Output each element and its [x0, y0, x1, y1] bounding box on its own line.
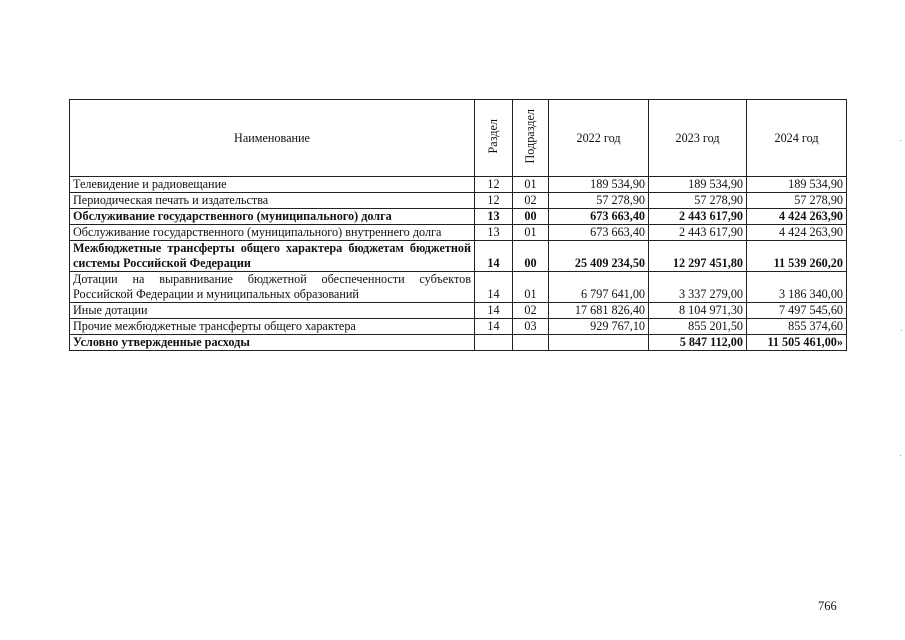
- row-2022: 929 767,10: [549, 319, 649, 335]
- table-row: [70, 272, 847, 303]
- row-2023: 5 847 112,00: [649, 335, 747, 351]
- header-section-label: Раздел: [486, 118, 500, 154]
- page-number: 766: [818, 599, 837, 613]
- header-2024: 2024 год: [747, 100, 847, 177]
- row-2022: 25 409 234,50: [549, 241, 649, 272]
- row-subsection: 01: [513, 272, 549, 303]
- row-2024: 7 497 545,60: [747, 303, 847, 319]
- header-subsection-label: Подраздел: [523, 108, 537, 164]
- row-2024: 189 534,90: [747, 177, 847, 193]
- header-subsection: [513, 100, 549, 177]
- row-2023: 2 443 617,90: [649, 225, 747, 241]
- budget-table: [69, 99, 847, 351]
- row-name: Обслуживание государственного (муниципального) внутреннего долга: [70, 225, 475, 241]
- scan-speck: [901, 330, 902, 331]
- table-row-total: [70, 209, 847, 225]
- row-name: Периодическая печать и издательства: [70, 193, 475, 209]
- row-2023: 12 297 451,80: [649, 241, 747, 272]
- row-2024: 11 539 260,20: [747, 241, 847, 272]
- header-row: [70, 100, 847, 177]
- row-name: Межбюджетные трансферты общего характера бюджетам бюджетной системы Российской Федерации: [70, 241, 475, 272]
- row-2024: 11 505 461,00»: [747, 335, 847, 351]
- row-section: 14: [475, 272, 513, 303]
- row-2022: 673 663,40: [549, 225, 649, 241]
- row-2022: 17 681 826,40: [549, 303, 649, 319]
- row-section: 14: [475, 319, 513, 335]
- row-section: [475, 335, 513, 351]
- row-2024: 57 278,90: [747, 193, 847, 209]
- row-section: 12: [475, 177, 513, 193]
- row-2023: 3 337 279,00: [649, 272, 747, 303]
- table-row-total: [70, 335, 847, 351]
- row-subsection: 02: [513, 193, 549, 209]
- row-section: 14: [475, 241, 513, 272]
- row-2022: [549, 335, 649, 351]
- row-2022: 57 278,90: [549, 193, 649, 209]
- row-2024: 4 424 263,90: [747, 225, 847, 241]
- row-name: Обслуживание государственного (муниципального) долга: [70, 209, 475, 225]
- row-subsection: 02: [513, 303, 549, 319]
- header-name: Наименование: [70, 100, 475, 177]
- row-section: 12: [475, 193, 513, 209]
- row-subsection: 01: [513, 177, 549, 193]
- row-name: Условно утвержденные расходы: [70, 335, 475, 351]
- row-subsection: 00: [513, 209, 549, 225]
- row-2023: 57 278,90: [649, 193, 747, 209]
- row-2022: 6 797 641,00: [549, 272, 649, 303]
- table-row-total: [70, 241, 847, 272]
- row-name: Прочие межбюджетные трансферты общего характера: [70, 319, 475, 335]
- row-subsection: 00: [513, 241, 549, 272]
- row-subsection: 03: [513, 319, 549, 335]
- table-row: [70, 303, 847, 319]
- row-2023: 189 534,90: [649, 177, 747, 193]
- scan-speck: [900, 140, 901, 141]
- row-section: 13: [475, 225, 513, 241]
- row-name: Дотации на выравнивание бюджетной обеспеченности субъектов Российской Федерации и муниципальных образований: [70, 272, 475, 303]
- scan-speck: [900, 455, 901, 456]
- row-section: 14: [475, 303, 513, 319]
- header-section: [475, 100, 513, 177]
- table-row: [70, 319, 847, 335]
- row-2024: 855 374,60: [747, 319, 847, 335]
- row-2023: 2 443 617,90: [649, 209, 747, 225]
- row-name: Телевидение и радиовещание: [70, 177, 475, 193]
- header-2022: 2022 год: [549, 100, 649, 177]
- row-2022: 673 663,40: [549, 209, 649, 225]
- row-2022: 189 534,90: [549, 177, 649, 193]
- table-row: [70, 193, 847, 209]
- row-subsection: 01: [513, 225, 549, 241]
- row-2024: 4 424 263,90: [747, 209, 847, 225]
- row-2023: 8 104 971,30: [649, 303, 747, 319]
- row-2024: 3 186 340,00: [747, 272, 847, 303]
- row-name: Иные дотации: [70, 303, 475, 319]
- table-row: [70, 225, 847, 241]
- row-subsection: [513, 335, 549, 351]
- header-2023: 2023 год: [649, 100, 747, 177]
- row-section: 13: [475, 209, 513, 225]
- row-2023: 855 201,50: [649, 319, 747, 335]
- table-row: [70, 177, 847, 193]
